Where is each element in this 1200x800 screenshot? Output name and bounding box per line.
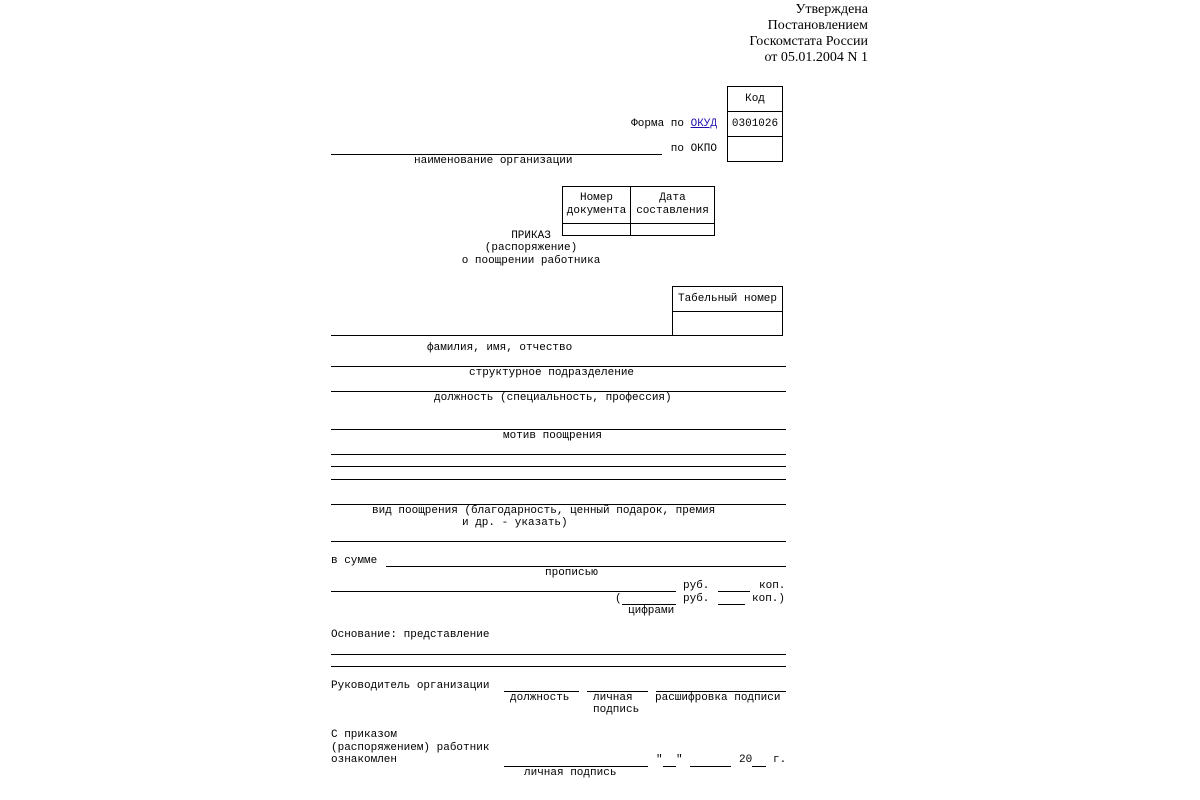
head-label: Руководитель организации xyxy=(331,680,490,692)
approval-line-4: от 05.01.2004 N 1 xyxy=(764,50,868,65)
ack-year-prefix: 20 xyxy=(739,754,753,766)
motive-caption: мотив поощрения xyxy=(503,430,603,442)
position-caption: должность (специальность, профессия) xyxy=(434,392,672,404)
approval-line-3: Госкомстата России xyxy=(749,34,868,49)
basis-line-2[interactable] xyxy=(331,666,786,667)
fio-line[interactable] xyxy=(331,335,672,336)
head-decode-caption: расшифровка подписи xyxy=(655,692,781,704)
ack-year-suffix: г. xyxy=(773,754,787,766)
basis-line-1[interactable] xyxy=(331,654,786,655)
sum-words-caption: прописью xyxy=(545,567,598,579)
digits-open-paren: ( xyxy=(615,593,622,605)
doc-number-header-2: документа xyxy=(566,205,627,217)
codes-header: Код xyxy=(745,93,765,105)
tabel-divider xyxy=(672,311,783,312)
kind-caption-1: вид поощрения (благодарность, ценный подарок, премия xyxy=(372,505,716,517)
kind-caption-2: и др. - указать) xyxy=(462,517,568,529)
doc-number-header-1: Номер xyxy=(579,192,613,204)
sum-words-line-2[interactable] xyxy=(331,591,676,592)
fio-caption: фамилия, имя, отчество xyxy=(427,342,573,354)
codes-divider-1 xyxy=(727,111,783,112)
doc-date-header-1: Дата xyxy=(659,192,686,204)
motive-extra-line-1[interactable] xyxy=(331,454,786,455)
okud-value[interactable]: 0301026 xyxy=(731,118,779,130)
motive-extra-line-3[interactable] xyxy=(331,479,786,480)
ack-line-1: С приказом xyxy=(331,729,398,741)
org-name-caption: наименование организации xyxy=(414,155,573,167)
head-sign-caption-2: подпись xyxy=(593,704,640,716)
kind-extra-line[interactable] xyxy=(331,541,786,542)
kop-digits-line[interactable] xyxy=(718,604,745,605)
title-line-1: ПРИКАЗ xyxy=(511,230,551,242)
ack-quote-close: " xyxy=(676,754,683,766)
rub-label-2: руб. xyxy=(683,593,710,605)
digits-caption: цифрами xyxy=(628,605,675,617)
tabel-header: Табельный номер xyxy=(677,293,778,305)
ack-sign-caption: личная подпись xyxy=(524,767,617,779)
title-line-2: (распоряжение) xyxy=(484,242,578,254)
approval-line-1: Утверждена xyxy=(795,2,868,17)
department-caption: структурное подразделение xyxy=(469,367,635,379)
form-label: Форма по xyxy=(631,118,691,130)
form-okud-label xyxy=(631,118,717,131)
doc-date-header-2: составления xyxy=(636,205,709,217)
title-line-3: о поощрении работника xyxy=(461,255,601,267)
kop-label-1: коп. xyxy=(759,580,786,592)
ack-quote-open: " xyxy=(656,754,663,766)
codes-divider-2 xyxy=(727,136,783,137)
okud-link[interactable]: ОКУД xyxy=(690,118,717,130)
ack-line-3: ознакомлен xyxy=(331,754,398,766)
basis-label: Основание: представление xyxy=(331,629,490,641)
ack-month-line[interactable] xyxy=(690,766,731,767)
head-sign-caption-1: личная xyxy=(593,692,633,704)
kop-label-2: коп.) xyxy=(752,593,786,605)
approval-line-2: Постановлением xyxy=(767,18,868,33)
head-position-caption: должность xyxy=(510,692,570,704)
ack-line-2: (распоряжением) работник xyxy=(331,742,490,754)
ack-day-line[interactable] xyxy=(663,766,676,767)
sum-label: в сумме xyxy=(331,555,378,567)
motive-extra-line-2[interactable] xyxy=(331,466,786,467)
okpo-label: по ОКПО xyxy=(670,143,717,155)
ack-year-line[interactable] xyxy=(752,766,766,767)
rub-label-1: руб. xyxy=(683,580,710,592)
doc-table-row-divider xyxy=(562,223,715,224)
kop-line-1[interactable] xyxy=(718,591,750,592)
